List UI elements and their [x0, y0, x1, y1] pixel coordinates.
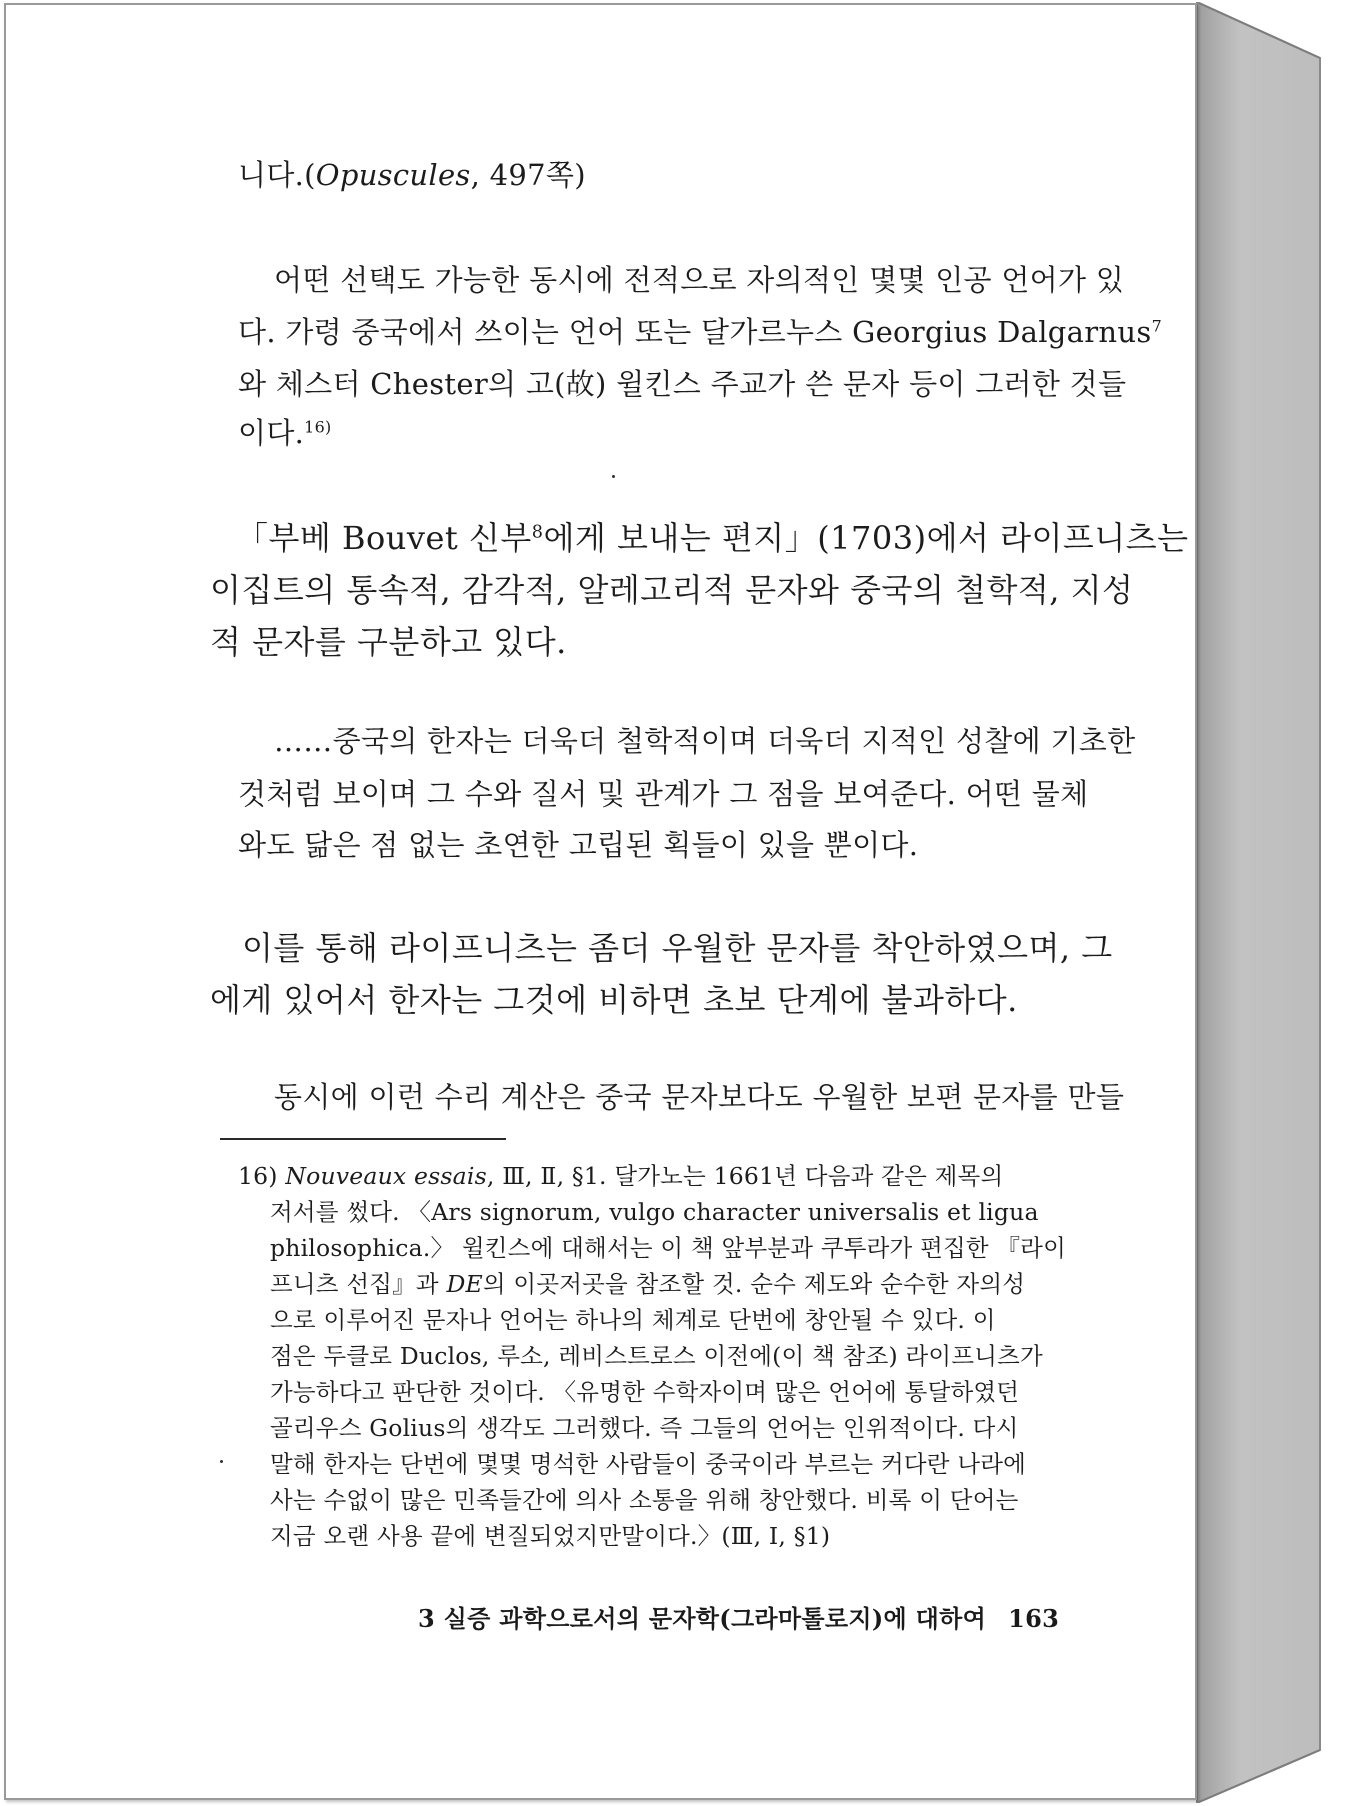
paragraph-line: 「부베 Bouvet 신부$^8$에게 보내는 편지」(1703)에서 라이프니츠는	[236, 519, 1189, 557]
footnote-line: 골리우스 Golius의 생각도 그러했다. 즉 그들의 언어는 인위적이다. 다시	[270, 1414, 1019, 1442]
quote-line: 다. 가령 중국에서 쓰이는 언어 또는 달가르누스 Georgius Dalgarnus$^7$	[238, 315, 1163, 349]
running-head: 3 실증 과학으로서의 문자학(그라마톨로지)에 대하여	[418, 1604, 987, 1633]
footnote-line: philosophica.〉 윌킨스에 대해서는 이 책 앞부분과 쿠투라가 편집한 『라이	[270, 1234, 1066, 1262]
footnote-line: 저서를 썼다. 〈Ars signorum, vulgo character universalis et ligua	[270, 1198, 1039, 1226]
quote-source-title: Opuscules	[315, 158, 471, 192]
quote-end-line: 니다.(Opuscules, 497쪽)	[238, 158, 586, 192]
quote-line: 것처럼 보이며 그 수와 질서 및 관계가 그 점을 보여준다. 어떤 물체	[238, 777, 1089, 811]
print-speck	[612, 475, 615, 478]
book-page	[4, 3, 1197, 1800]
print-speck	[220, 1460, 223, 1463]
note-marker: 8	[531, 522, 544, 543]
quote-line: ……중국의 한자는 더욱더 철학적이며 더욱더 지적인 성찰에 기초한	[274, 724, 1136, 758]
paragraph-line: 적 문자를 구분하고 있다.	[210, 623, 567, 661]
quote-line: 동시에 이런 수리 계산은 중국 문자보다도 우월한 보편 문자를 만들	[274, 1080, 1125, 1114]
footnote-line: 점은 두클로 Duclos, 루소, 레비스트로스 이전에(이 책 참조) 라이프니츠가	[270, 1342, 1043, 1370]
footnote-marker: 16)	[304, 417, 332, 437]
quote-line: 와도 닮은 점 없는 초연한 고립된 획들이 있을 뿐이다.	[238, 828, 919, 862]
footnote-line: 프니츠 선집』과 DE의 이곳저곳을 참조할 것. 순수 제도와 순수한 자의성	[270, 1270, 1026, 1298]
footnote-line: 사는 수없이 많은 민족들간에 의사 소통을 위해 창안했다. 비록 이 단어는	[270, 1486, 1019, 1514]
abbrev-de: DE	[446, 1270, 483, 1298]
quote-line: 와 체스터 Chester의 고(故) 윌킨스 주교가 쓴 문자 등이 그러한 것들	[238, 367, 1127, 401]
running-footer	[418, 1599, 1059, 1634]
footnote-number: 16)	[238, 1162, 278, 1190]
footnote-line: 16) Nouveaux essais, Ⅲ, Ⅱ, §1. 달가노는 1661년 다음과 같은 제목의	[238, 1162, 1004, 1190]
footnote-separator	[220, 1138, 506, 1140]
quote-line: 이다.$^{16)}$	[238, 416, 332, 450]
paragraph-line: 이집트의 통속적, 감각적, 알레고리적 문자와 중국의 철학적, 지성	[210, 571, 1134, 609]
paragraph-line: 에게 있어서 한자는 그것에 비하면 초보 단계에 불과하다.	[210, 981, 1018, 1019]
note-marker: 7	[1151, 316, 1163, 336]
quote-line: 어떤 선택도 가능한 동시에 전적으로 자의적인 몇몇 인공 언어가 있	[274, 263, 1125, 297]
footnote-line: 가능하다고 판단한 것이다. 〈유명한 수학자이며 많은 언어에 통달하였던	[270, 1378, 1020, 1406]
footnote-line: 으로 이루어진 문자나 언어는 하나의 체계로 단번에 창안될 수 있다. 이	[270, 1306, 996, 1334]
footnote-source-title: Nouveaux essais	[285, 1162, 487, 1190]
footnote-line: 말해 한자는 단번에 몇몇 명석한 사람들이 중국이라 부르는 커다란 나라에	[270, 1450, 1027, 1478]
page-number: 163	[1008, 1604, 1060, 1633]
paragraph-line: 이를 통해 라이프니츠는 좀더 우월한 문자를 착안하였으며, 그	[242, 929, 1113, 967]
footnote-line: 지금 오랜 사용 끝에 변질되었지만말이다.〉(Ⅲ, Ⅰ, §1)	[270, 1522, 831, 1550]
